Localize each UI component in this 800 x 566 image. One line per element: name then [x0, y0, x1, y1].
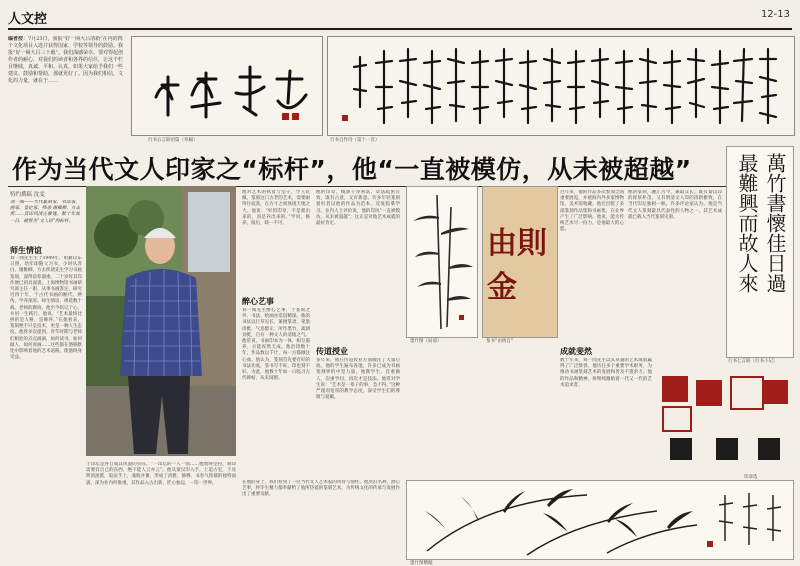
article-column-2: 于印坛是各自成其风貌的实际。“一印坛的一人一面……他始终坚持，刻印需要有自己的东西，绝不能人云亦云”。他从秦汉印入手，上追古玺，下及明清流派，取法乎上，兼收并蓄，形成了清雅、静穆、书卷气浓郁的独特面貌，深为业内所推重。其作品入古出新，匠心独运，一印一世界。 [86, 462, 236, 486]
editor-note [8, 36, 126, 136]
portrait-illustration [86, 186, 236, 456]
article-column-10: 数十年来，刘一闻先生以其卓越的艺术成就赢得了广泛赞誉。他历任多个重要学术职务，为推动书画篆刻艺术的发展和普及不遗余力。他的作品和精神，将继续激励着一代又一代的艺术追求者。 [560, 358, 652, 388]
bamboo-horizontal-painting [406, 480, 794, 560]
article-column-6: 多年来，他在传道授业方面倾注了大量心血。他的学生遍布各地，许多已成为书画篆刻界的中坚力量。他教学生，首重做人，次重学问，再次才是技法。他常对学生说：“艺术是一辈子的事，急不得。”这种严谨而宽厚的教学态度，深受学生们的尊敬与爱戴。 [316, 358, 400, 401]
seals-block [656, 372, 792, 472]
article-column-4: 刘一闻先生醉心艺事，于篆刻之外，书法、绘画亦造诣精深。他的书法以行草见长，兼擅篆隶，笔墨清雅，气息醇正；所作墨竹，疏朗劲挺，自有一种文人的清逸之气。他常说，书画印本为一体，相互滋养，方能浑然天成。他治印数十年，作品数以千计，每一方都倾注心血。他认为，篆刻首先要有好的书法功底，篆书写不好，印也刻不好。为此，他数十年如一日临习古代碑帖，从未间断。 [242, 308, 310, 382]
editor-note-lead: 编者按 [8, 36, 24, 42]
caption-artwork-2: 行书自作诗（第十一首） [330, 138, 380, 143]
bamboo-painting [406, 186, 478, 338]
byline: 特约撰稿 沈雯 [10, 192, 45, 198]
black-seal-3 [758, 438, 780, 460]
black-seal-1 [670, 438, 692, 460]
seal-script-artwork [482, 186, 558, 338]
portrait-photo [86, 186, 236, 456]
subhead-d: 成就斐然 [560, 347, 592, 356]
article-column-5: 他的印章，线条干净利落，章法疏密有致，既有古意，又有新意。许多年轻篆刻爱好者以他的作品为范本，反复临摹学习。业内人士评价说，他的印风“一直被模仿，从未被超越”，这正是对他艺术成就的最好肯定。 [316, 190, 400, 227]
caption-seals: 印章选 [744, 475, 758, 480]
red-seal-3 [696, 380, 722, 406]
headline: 作为当代文人印家之“标杆”，他“一直被模仿，从未被超越” [12, 155, 692, 184]
caption-calligraphy: 行书七言联（行书小记） [728, 359, 778, 364]
couplet-line-2: 最難興而故人來 [735, 153, 759, 293]
article-column-9: 他的篆刻，融汇古今，兼取众长。既有秦汉印的浑厚朴茂，又有明清文人印的清新雅致，在当代印坛独树一帜。许多评论家认为，他是当代文人篆刻最具代表性的人物之一，其艺术成就已载入当代篆刻史册。 [628, 190, 722, 220]
article-column-1: 刘一闻先生生于1949年，祖籍山东日照，幼年即随父习书，少时从苏白、谢稚柳、方去疾诸先生学习书画篆刻，深得前辈器重。二十岁时其印作便已初具面貌，上海博物馆书画研究部主任一职，从事书画鉴定，研究近四十年，于古代书画的断代、辨伪，学养深厚。师生情谊，绵延数十载。老师的教诲，他至今铭记于心，并用一生践行。他说，“艺术最终比拼的是人格，是修养。”在他看来，篆刻绝不只是技术，更是一种人生态度。他曾多次提到，青年时期与老师们相处的点点滴滴，如何读书、如何做人、如何看画……这些都在潜移默化中影响着他的艺术道路，使他终身受益。 [10, 256, 82, 361]
caption-artwork-1: 行书五言联语篇（草稿） [148, 138, 198, 143]
red-seal-1 [662, 376, 688, 402]
bamboo-horizontal-strokes [407, 481, 793, 559]
article-column-7: 在他的身上，我们看到了一位当代文人艺术家的风骨与情怀。他淡泊名利，潜心艺事，将毕生精力都奉献给了他所热爱的篆刻艺术，为传统文化的传承与发展作出了重要贡献。 [242, 480, 400, 498]
editor-note-body: ：7月23日，我报“好一阕大吕清新”在内的四个文化项目入选并获得国家、学校等领导的鼓励。我报“好一阕大吕三十载”，我们深感荣幸，要对得起创作者的耐心，对我们的读者和各界的信任，让这个栏目继续，真诚、平和、认真。如果大家给予我们一些建议、鼓励和帮助，那就更好了。因为我们相信，文化的力量，就在于…… [8, 36, 124, 84]
caption-bamboo: 墨竹图（局部） [410, 339, 442, 344]
subhead-c: 传道授业 [316, 347, 348, 356]
red-seal-4 [730, 376, 764, 410]
calligraphy-strokes-1 [132, 37, 322, 135]
calligraphy-artwork-2 [327, 36, 795, 136]
article-lede: 刘一闻——当代篆刻家、书法家、画家、鉴定家。师承·谢稚柳、方去疾……其印风清正雅逸，数十年如一日，被誉为“文人印”的标杆。 [10, 200, 80, 224]
calligraphy-strokes-2 [328, 37, 794, 135]
caption-bottom-art: 墨竹图横幅 [410, 561, 433, 566]
red-seal-2 [662, 406, 692, 432]
article-column-8: 近年来，他的作品多次参加全国重要展览，并被海内外多家博物馆、美术馆收藏。他还出版了多部篆刻作品集和书画集，在业界产生了广泛影响。他说，能为传统艺术尽一份力，是他最大的心愿。 [560, 190, 624, 233]
red-seal-5 [764, 380, 788, 404]
bamboo-strokes [407, 187, 477, 337]
page-number: 12-13 [760, 9, 790, 20]
article-column-3: 他对艺术的执着与坚守，令人钦佩。篆刻这门古老的艺术，需要耐得住寂寞，在方寸之间体现天地之大。他说：“好的印章，不是刻出来的，而是养出来的。”学问、修养、阅历，缺一不可。 [242, 190, 310, 227]
subhead-b: 醉心艺事 [242, 297, 274, 306]
couplet-line-1: 萬竹書懷佳日過 [763, 153, 787, 293]
header-rule [8, 8, 792, 30]
black-seal-2 [716, 438, 738, 460]
caption-seal-art: 篆书“由则自” [486, 339, 514, 344]
section-title: 人文控 [8, 12, 48, 27]
seal-characters: 由則金 [487, 226, 547, 305]
calligraphy-artwork-1 [131, 36, 323, 136]
calligraphy-couplet [726, 146, 794, 358]
subhead-a: 师生情谊 [10, 246, 42, 255]
